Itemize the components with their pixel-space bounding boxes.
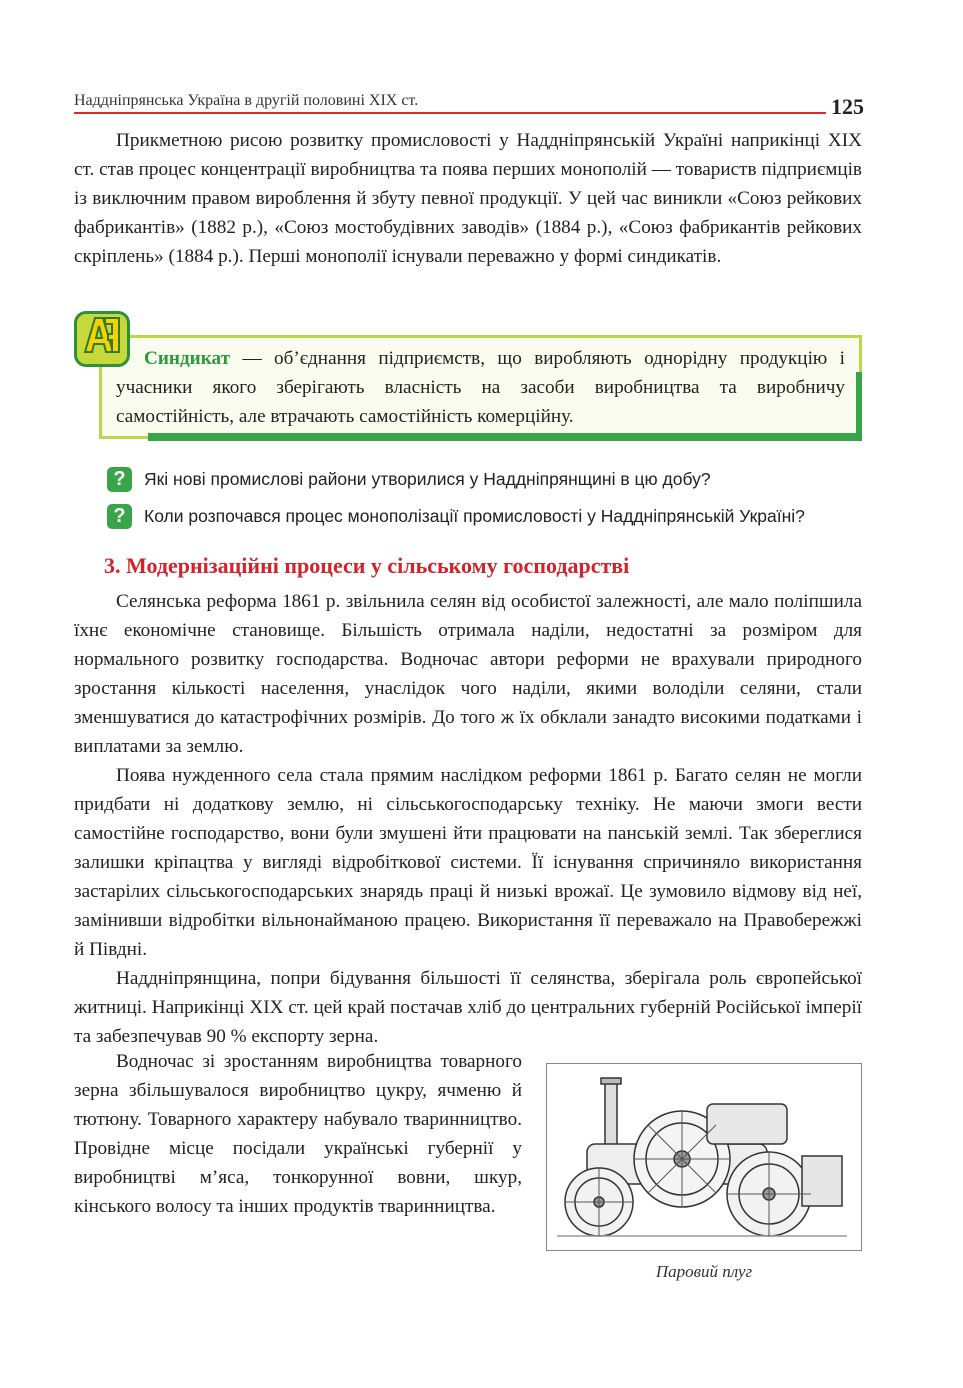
question-text: Які нові промислові райони утворилися у Наддніпрянщині в цю добу?: [144, 468, 711, 489]
definition-body: — об’єднання підприємств, що виробляють однорідну продукцію і учасники якого зберігають власність на засоби виробництва та виробничу самостійність, але втрачають самостійність комерційну.: [116, 348, 845, 427]
figure-caption: Паровий плуг: [655, 1262, 753, 1281]
section-paragraph-1: Селянська реформа 1861 р. звільнила селян від особистої залежності, але мало поліпшила їхнє економічне становище. Більшість отримала наділи, недостатні за розміром для нормального розвитку господарства. Водночас автори реформи не врахували природного зростання кількості населення, унаслідок чого наділи, якими володіли селяни, стали зменшуватися до катастрофічних розмірів. До того ж їх обклали занадто високими податками і виплатами за землю.: [74, 591, 862, 757]
definition-shadow-side: [856, 372, 862, 440]
header-rule: [74, 112, 826, 114]
running-title: Наддніпрянська Україна в другій половині XIX ст.: [74, 92, 419, 109]
question-icon: ?: [107, 504, 132, 529]
question-text: Коли розпочався процес монополізації промисловості у Наддніпрянській Україні?: [144, 505, 805, 526]
section-text-narrow: [74, 1047, 522, 1221]
question-1: [107, 466, 711, 492]
intro-text: [74, 126, 862, 271]
letters-icon: [81, 314, 123, 356]
definition-box: [99, 335, 862, 439]
steam-plough-figure: [546, 1063, 862, 1251]
intro-paragraph: Прикметною рисою розвитку промисловості у Наддніпрянській Україні наприкінці XIX ст. став процес концентрації виробництва та поява перших монополій — товариств підприємців із виключним правом вироблення й збуту певної продукції. У цей час виникли «Союз рейкових фабрикантів» (1882 р.), «Союз мостобудівних заводів» (1884 р.), «Союз фабрикантів рейкових скріплень» (1884 р.). Перші монополії існували переважно у формі синдикатів.: [74, 130, 862, 267]
section-paragraph-4: Водночас зі зростанням виробництва товарного зерна збільшувалося виробництво цукру, ячменю й тютюну. Товарного характеру набувало тваринництво. Провідне місце посідали українські губернії у виробництві м’яса, тонкорунної вовни, шкур, кінського волосу та інших продуктів тваринництва.: [74, 1051, 522, 1217]
question-icon: ?: [107, 467, 132, 492]
definition-term: Синдикат: [144, 348, 231, 369]
section-paragraph-2: Поява нужденного села стала прямим наслідком реформи 1861 р. Багато селян не могли придбати ні додаткову землю, ні сільськогосподарську техніку. Не маючи змоги вести самостійне господарство, вони були змушені йти працювати на панській землі. Так збереглися залишки кріпацтва у вигляді відробіткової системи. Її існування спричиняло використання застарілих сільськогосподарських знарядь праці й низькі врожаї. Це зумовило відмову від неї, замінивши відробітки вільнонайманою працею. Використання її переважало на Правобережжі й Півдні.: [74, 765, 862, 960]
question-2: [107, 503, 805, 529]
definition-icon: [74, 311, 130, 367]
page-number: 125: [831, 94, 864, 119]
page-header: [74, 88, 864, 118]
section-heading: 3. Модернізаційні процеси у сільському господарстві: [104, 553, 630, 578]
section-text: [74, 587, 862, 1051]
definition-text: [116, 344, 845, 431]
section-paragraph-3: Наддніпрянщина, попри бідування більшості її селянства, зберігала роль європейської житниці. Наприкінці XIX ст. цей край постачав хліб до центральних губерній Російської імперії та забезпечував 90 % експорту зерна.: [74, 968, 862, 1047]
steam-plough-illustration: [547, 1064, 861, 1250]
definition-shadow: [148, 433, 862, 441]
